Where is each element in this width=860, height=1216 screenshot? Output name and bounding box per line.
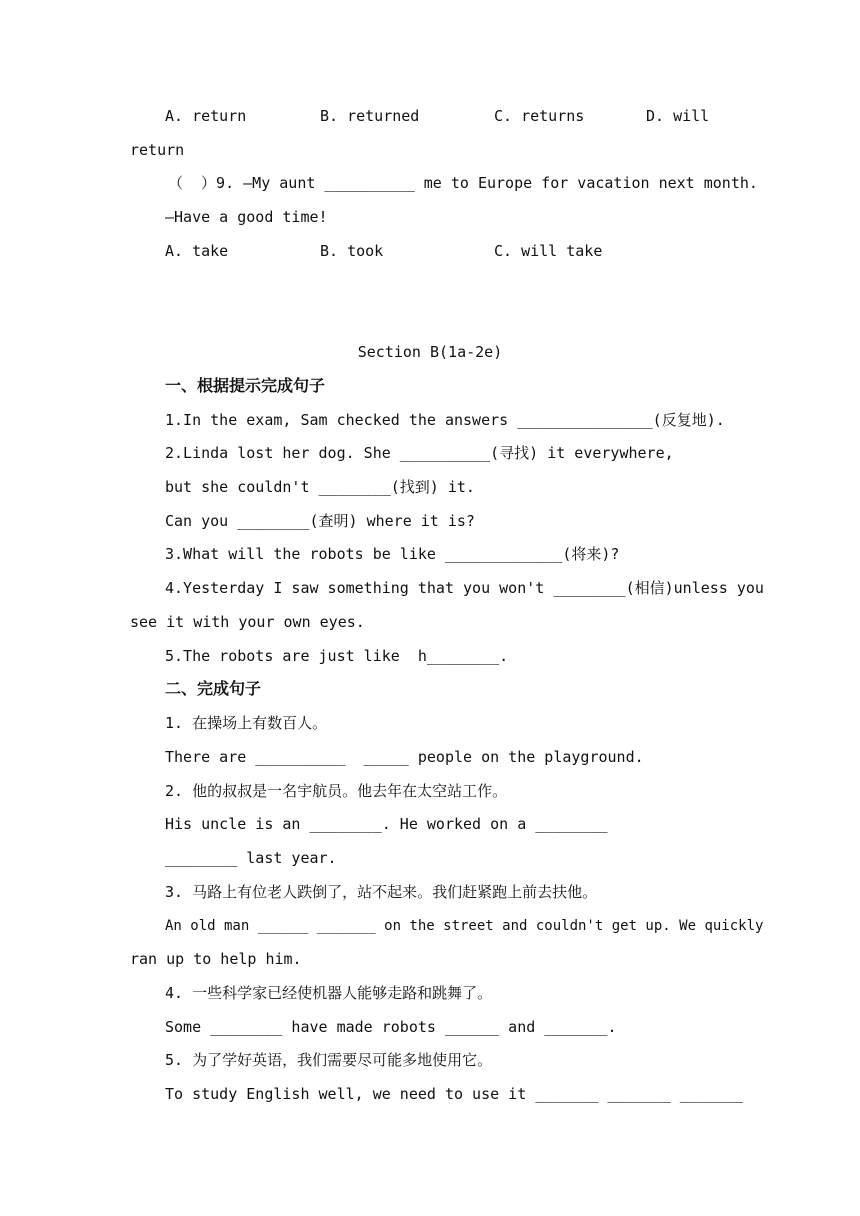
part2-line-10: Some ________ have made robots ______ and _______. [165,1018,617,1036]
part1-line-8: 5.The robots are just like h________. [165,647,509,665]
part1-line-5: 3.What will the robots be like _____________(将来)? [165,545,620,563]
q9-option-b: B. took [320,242,384,260]
q9-stem: （ ）9. —My aunt __________ me to Europe for vacation next month. [168,174,758,192]
part2-line-2: There are __________ _____ people on the playground. [165,748,644,766]
q8-option-c: C. returns [494,107,585,125]
part2-line-5: ________ last year. [165,849,337,867]
part1-heading: 一、根据提示完成句子 [165,376,326,395]
part1-line-4: Can you ________(查明) where it is? [165,512,475,530]
q8-option-d-wrap: return [130,141,185,159]
part2-line-6: 3. 马路上有位老人跌倒了，站不起来。我们赶紧跑上前去扶他。 [165,883,598,901]
part2-heading: 二、完成句子 [165,679,262,698]
part1-line-3: but she couldn't ________(找到) it. [165,478,475,496]
part2-line-7: An old man ______ _______ on the street and couldn't get up. We quickly [165,918,764,934]
part1-line-2: 2.Linda lost her dog. She __________(寻找) it everywhere, [165,444,674,462]
section-title: Section B(1a-2e) [357,343,503,361]
part2-line-8: ran up to help him. [130,950,302,968]
part2-line-12: To study English well, we need to use it _______ _______ _______ [165,1085,743,1103]
part1-line-6: 4.Yesterday I saw something that you won't ________(相信)unless you [165,579,764,597]
part2-line-11: 5. 为了学好英语，我们需要尽可能多地使用它。 [165,1051,493,1069]
part2-line-9: 4. 一些科学家已经使机器人能够走路和跳舞了。 [165,984,493,1002]
part1-line-7: see it with your own eyes. [130,613,365,631]
q9-reply: —Have a good time! [165,208,328,226]
q8-option-d: D. will [646,107,710,125]
q9-option-a: A. take [165,242,229,260]
q9-option-c: C. will take [494,242,603,260]
part2-line-4: His uncle is an ________. He worked on a ________ [165,815,608,833]
part2-line-1: 1. 在操场上有数百人。 [165,714,328,732]
part2-line-3: 2. 他的叔叔是一名宇航员。他去年在太空站工作。 [165,782,508,800]
q8-option-a: A. return [165,107,247,125]
q8-option-b: B. returned [320,107,420,125]
part1-line-1: 1.In the exam, Sam checked the answers _______________(反复地). [165,411,725,429]
